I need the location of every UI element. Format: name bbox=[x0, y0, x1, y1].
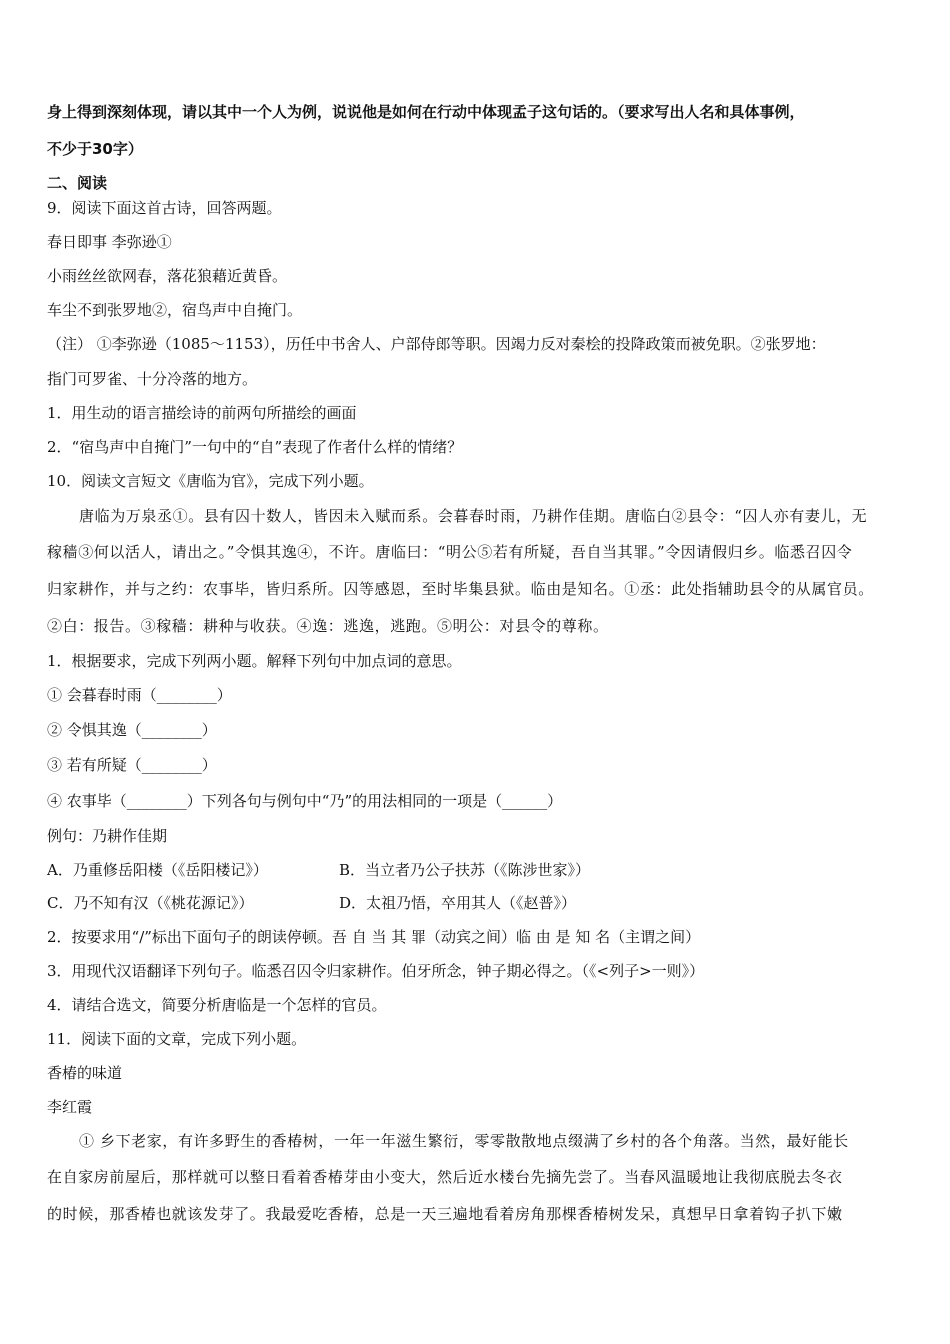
word-item: ① 会暮春时雨（________） bbox=[47, 686, 232, 704]
question-9-1: 1．用生动的语言描绘诗的前两句所描绘的画面 bbox=[47, 404, 357, 422]
question-10-4: 4．请结合选文，简要分析唐临是一个怎样的官员。 bbox=[47, 996, 387, 1014]
poem-title: 春日即事 李弥逊① bbox=[47, 233, 172, 251]
option-a: A．乃重修岳阳楼（《岳阳楼记》） bbox=[47, 861, 268, 879]
passage-line: 唐临为万泉丞①。县有囚十数人，皆因未入赋而系。会暮春时雨，乃耕作佳期。唐临白②县令：“囚人亦有妻儿，无 bbox=[79, 507, 868, 525]
question-10-1: 1．根据要求，完成下列两小题。解释下列句中加点词的意思。 bbox=[47, 652, 462, 670]
question-10-2: 2．按要求用“/”标出下面句子的朗读停顿。吾 自 当 其 罪（动宾之间）临 由 是 知 名（主谓之间） bbox=[47, 928, 701, 946]
question-9-2: 2．“宿鸟声中自掩门”一句中的“自”表现了作者什么样的情绪？ bbox=[47, 438, 463, 456]
article-line: 的时候，那香椿也就该发芽了。我最爱吃香椿，总是一天三遍地看着房角那棵香椿树发呆，真想早日拿着钩子扒下嫩 bbox=[47, 1205, 843, 1223]
option-c: C．乃不知有汉（《桃花源记》） bbox=[47, 894, 254, 912]
poem-note: 指门可罗雀、十分冷落的地方。 bbox=[47, 370, 258, 388]
passage-line: ②白：报告。③稼穑：耕种与收获。④逸：逃逸，逃跑。⑤明公：对县令的尊称。 bbox=[47, 617, 609, 635]
article-author: 李红霞 bbox=[47, 1098, 93, 1116]
option-d: D．太祖乃悟，卒用其人（《赵普》） bbox=[339, 894, 577, 912]
word-item: ② 令惧其逸（________） bbox=[47, 721, 217, 739]
question-11: 11．阅读下面的文章，完成下列小题。 bbox=[47, 1030, 307, 1048]
question-continuation-line: 不少于30字） bbox=[47, 140, 143, 158]
article-line: 在自家房前屋后，那样就可以整日看着香椿芽由小变大，然后近水楼台先摘先尝了。当春风温暖地让我彻底脱去冬衣 bbox=[47, 1168, 843, 1186]
article-line: ① 乡下老家，有许多野生的香椿树，一年一年滋生繁衍，零零散散地点缀满了乡村的各个角落。当然，最好能长 bbox=[79, 1132, 849, 1150]
passage-line: 归家耕作，并与之约：农事毕，皆归系所。囚等感恩，至时毕集县狱。临由是知名。①丞：此处指辅助县令的从属官员。 bbox=[47, 580, 874, 598]
word-item: ④ 农事毕（________）下列各句与例句中“乃”的用法相同的一项是（______） bbox=[47, 792, 563, 810]
section-heading: 二、阅读 bbox=[47, 174, 108, 192]
question-10: 10．阅读文言短文《唐临为官》，完成下列小题。 bbox=[47, 472, 374, 490]
word-item: ③ 若有所疑（________） bbox=[47, 756, 217, 774]
poem-note: （注） ①李弥逊（1085～1153），历任中书舍人、户部侍郎等职。因竭力反对秦桧的投降政策而被免职。②张罗地： bbox=[47, 335, 826, 353]
question-9: 9．阅读下面这首古诗，回答两题。 bbox=[47, 199, 282, 217]
passage-line: 稼穑③何以活人，请出之。”令惧其逸④，不许。唐临曰：“明公⑤若有所疑，吾自当其罪。”令因请假归乡。临悉召囚令 bbox=[47, 543, 853, 561]
question-10-3: 3．用现代汉语翻译下列句子。临悉召囚令归家耕作。伯牙所念，钟子期必得之。（《<列子>一则》） bbox=[47, 962, 705, 980]
poem-line: 车尘不到张罗地②，宿鸟声中自掩门。 bbox=[47, 301, 303, 319]
option-b: B．当立者乃公子扶苏（《陈涉世家》） bbox=[339, 861, 591, 879]
poem-line: 小雨丝丝欲网春，落花狼藉近黄昏。 bbox=[47, 267, 288, 285]
question-continuation-line: 身上得到深刻体现，请以其中一个人为例，说说他是如何在行动中体现孟子这句话的。（要求写出人名和具体事例， bbox=[47, 103, 805, 121]
example-sentence: 例句：乃耕作佳期 bbox=[47, 827, 168, 845]
article-title: 香椿的味道 bbox=[47, 1064, 123, 1082]
